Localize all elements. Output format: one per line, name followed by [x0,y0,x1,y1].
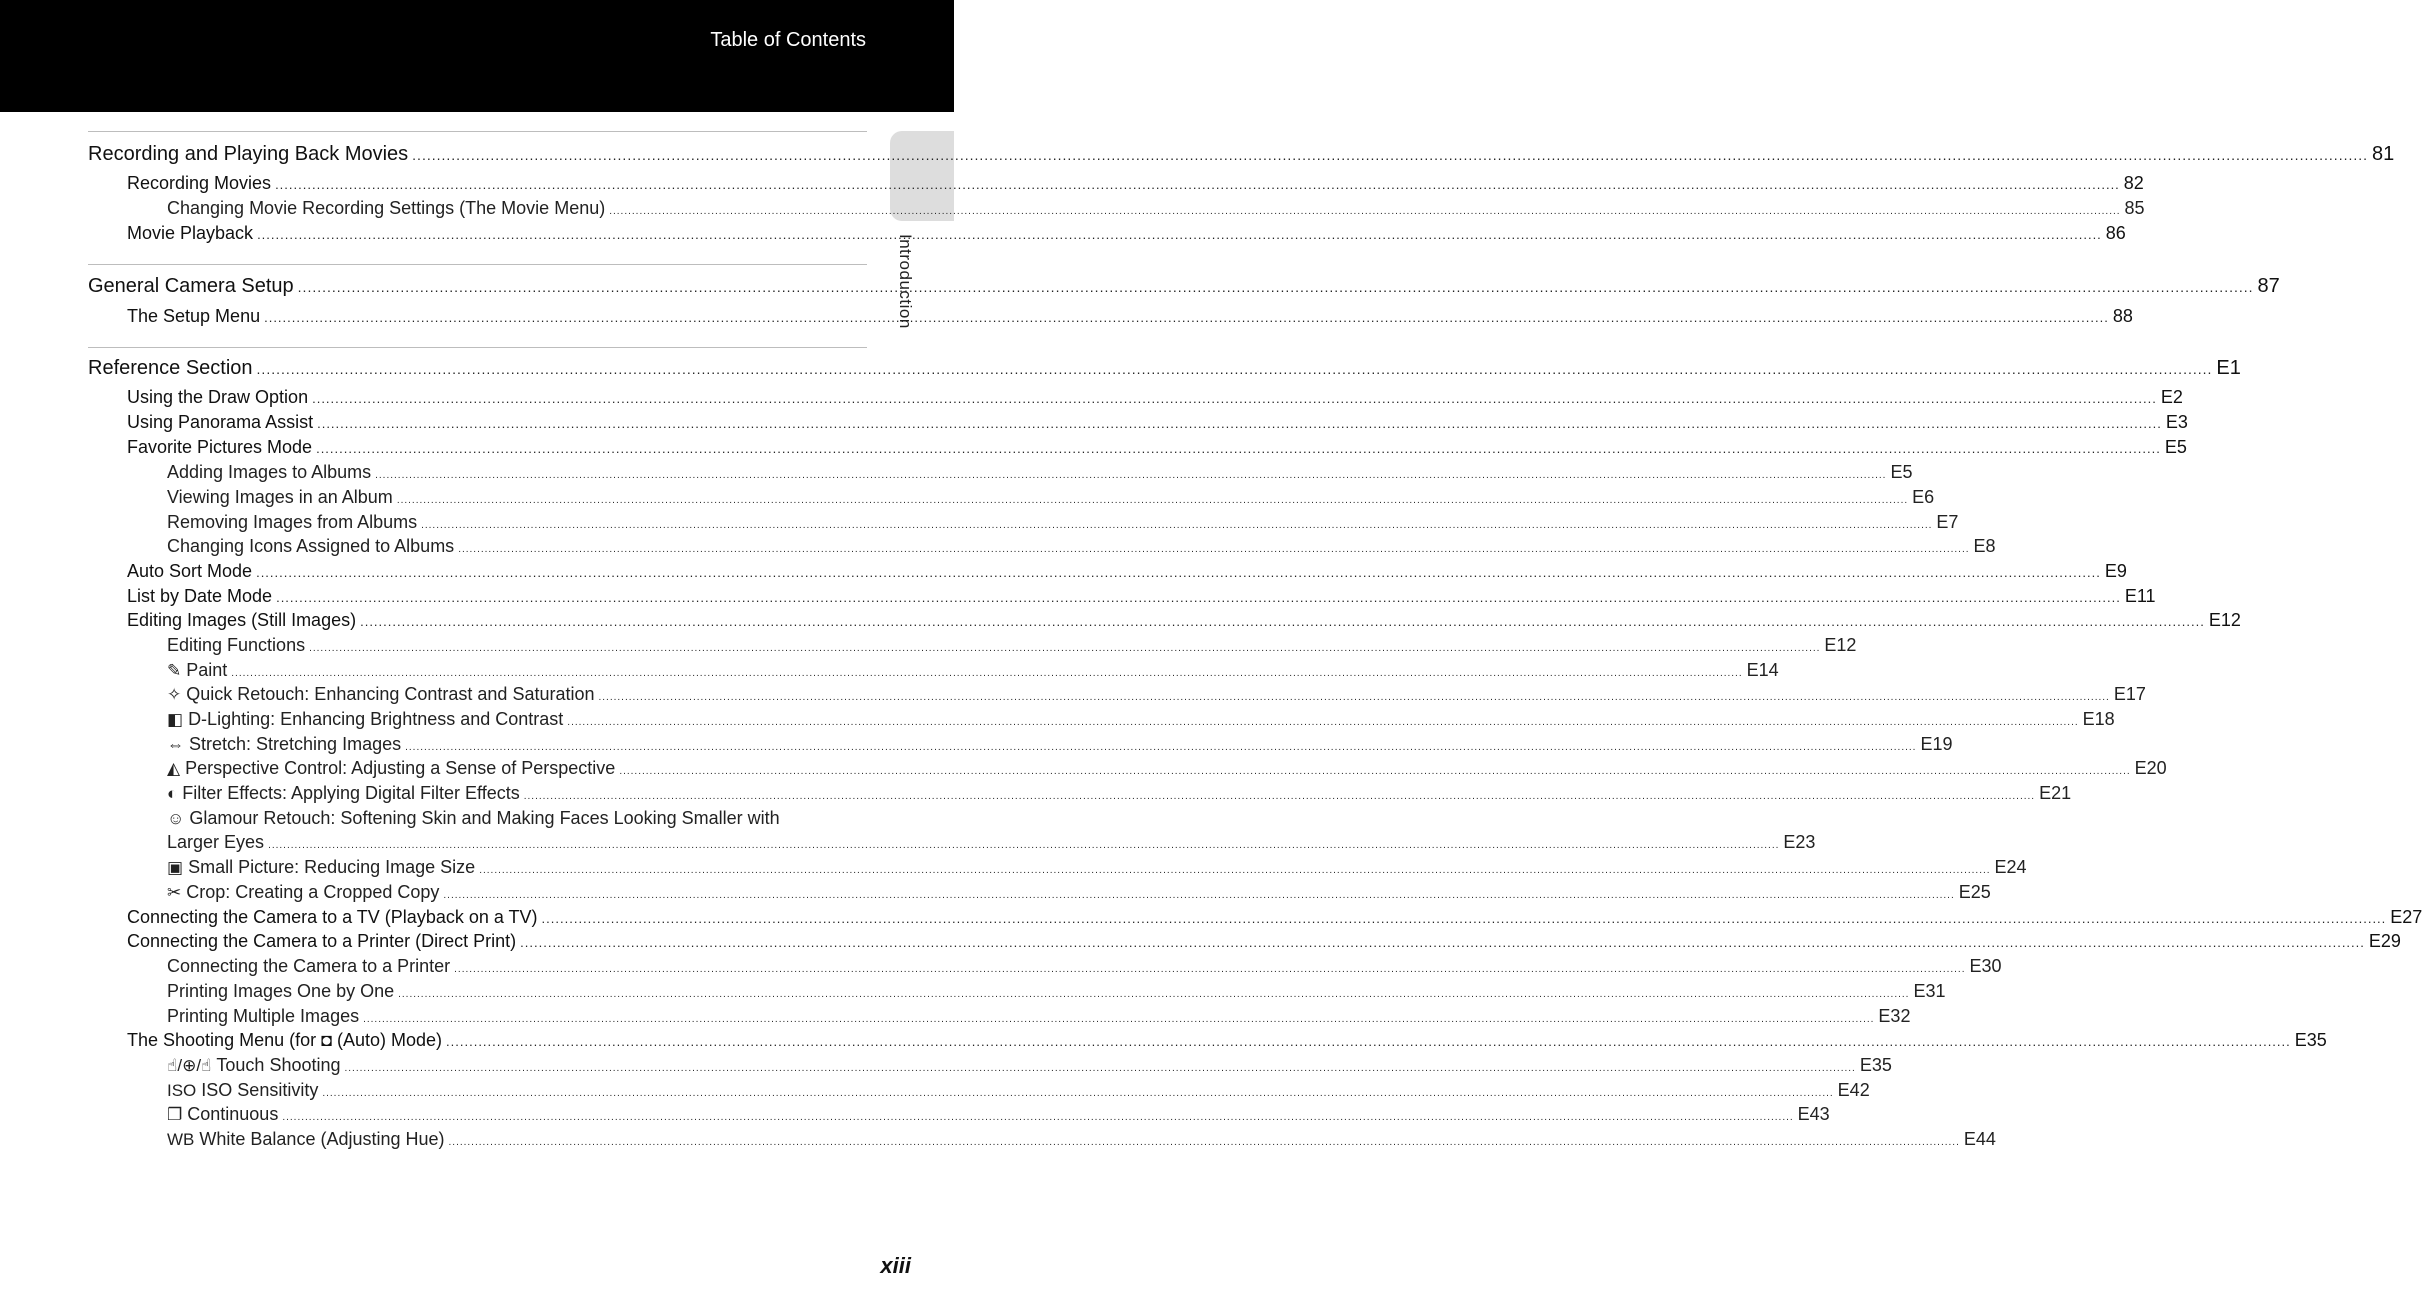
toc-entry[interactable] [167,684,2146,705]
toc-entry-title: Touch Shooting [216,1055,341,1075]
toc-entry-title: Small Picture: Reducing Image Size [188,857,476,877]
toc-entry[interactable] [167,709,2115,730]
continuous-icon: ❐ [167,1105,183,1124]
divider [88,264,867,265]
toc-entry[interactable] [167,783,2072,804]
toc-entry-page: E32 [1878,1006,1911,1026]
dot-leader: ................................................................................................................................................................................................................................................................................................................................................................................................................ [421,520,1933,531]
dot-leader: ................................................................................................................................................................................................................................................................................................................................................................................................................ [396,495,1909,506]
toc-entry[interactable] [167,956,2002,977]
toc-entry[interactable] [167,536,1996,557]
dot-leader: ................................................................................................................................................................................................................................................................................................................................................................................................................ [256,565,2101,580]
page-header-title: Table of Contents [710,29,866,51]
dot-leader: ................................................................................................................................................................................................................................................................................................................................................................................................................ [598,692,2110,703]
toc-entry-page: E9 [2104,561,2127,581]
toc-entry[interactable] [127,610,2241,631]
toc-entry[interactable] [167,635,1857,656]
toc-entry-page: E5 [1890,462,1913,482]
dot-leader: ................................................................................................................................................................................................................................................................................................................................................................................................................ [275,177,2120,192]
dot-leader: ................................................................................................................................................................................................................................................................................................................................................................................................................ [405,742,1917,753]
dot-leader: ................................................................................................................................................................................................................................................................................................................................................................................................................ [479,865,1991,876]
toc-entry[interactable] [127,412,2188,433]
toc-entry[interactable] [167,1055,1892,1076]
dot-leader: ................................................................................................................................................................................................................................................................................................................................................................................................................ [344,1063,1856,1074]
toc-entry-page: 86 [2105,223,2126,243]
toc-entry-page: E12 [1824,635,1857,655]
toc-entry[interactable] [88,357,2241,380]
toc-entry-title: The Shooting Menu (for ◘ (Auto) Mode) [127,1030,443,1050]
toc-entry-page: E1 [2216,357,2241,379]
toc-entry-page: E2 [2160,387,2183,407]
dot-leader: ................................................................................................................................................................................................................................................................................................................................................................................................................ [231,668,1743,679]
toc-entry[interactable] [167,734,1953,755]
toc-entry-title: Stretch: Stretching Images [189,734,402,754]
toc-entry-title: Filter Effects: Applying Digital Filter Effects [182,783,520,803]
toc-entry-title: Recording and Playing Back Movies [88,143,409,165]
toc-entry-title: Adding Images to Albums [167,462,372,482]
iso-icon: ISO [167,1081,197,1100]
d-lighting-icon: ◧ [167,710,184,729]
toc-entry-page: E14 [1746,660,1779,680]
dot-leader: ................................................................................................................................................................................................................................................................................................................................................................................................................ [443,890,1955,901]
toc-entry-title: Removing Images from Albums [167,512,418,532]
dot-leader: ................................................................................................................................................................................................................................................................................................................................................................................................................ [322,1088,1834,1099]
dot-leader: ................................................................................................................................................................................................................................................................................................................................................................................................................ [264,310,2109,325]
toc-entry-title: Glamour Retouch: Softening Skin and Making Faces Looking Smaller with [189,808,780,828]
divider [88,131,867,132]
toc-entry-title: Using Panorama Assist [127,412,314,432]
toc-entry-title: Favorite Pictures Mode [127,437,313,457]
toc-entry-page: 87 [2257,275,2280,297]
dot-leader: ................................................................................................................................................................................................................................................................................................................................................................................................................ [268,840,1780,851]
dot-leader: ................................................................................................................................................................................................................................................................................................................................................................................................................ [256,361,2213,377]
toc-entry[interactable] [127,931,2401,952]
dot-leader: ................................................................................................................................................................................................................................................................................................................................................................................................................ [317,416,2162,431]
toc-entry[interactable] [127,306,2133,327]
small-picture-icon: ▣ [167,858,184,877]
toc-entry-page: E20 [2134,758,2167,778]
page-number: xiii [880,1253,911,1278]
toc-entry[interactable] [167,1080,1870,1101]
toc-entry-title: Auto Sort Mode [127,561,253,581]
toc-entry-page: E17 [2113,684,2146,704]
toc-entry-title: D-Lighting: Enhancing Brightness and Contrast [188,709,564,729]
dot-leader: ................................................................................................................................................................................................................................................................................................................................................................................................................ [398,989,1910,1000]
toc-entry-page: E11 [2124,586,2156,606]
toc-entry[interactable] [88,275,2280,298]
toc-entry-title: Reference Section [88,357,253,379]
toc-entry-page: E27 [2390,907,2422,927]
toc-entry-title: List by Date Mode [127,586,273,606]
toc-entry-title: Perspective Control: Adjusting a Sense of Perspective [185,758,616,778]
toc-entry-page: E8 [1973,536,1996,556]
toc-entry[interactable] [167,832,1816,853]
toc-entry-title: Quick Retouch: Enhancing Contrast and Saturation [186,684,595,704]
toc-entry[interactable] [167,487,1935,508]
filter-effects-icon: ◐ [167,784,178,803]
toc-entry[interactable] [167,857,2027,878]
paint-icon: ✎ [167,661,182,680]
glamour-retouch-icon: ☺ [167,809,185,828]
touch-shooting-icon: ☝/⊕/☝ [167,1056,212,1075]
toc-entry-page: E42 [1837,1080,1870,1100]
toc-entry[interactable] [127,387,2183,408]
toc-entry-title: ISO Sensitivity [201,1080,319,1100]
toc-entry-page: E19 [1920,734,1953,754]
toc-entry[interactable] [127,586,2156,607]
toc-entry-page: E7 [1936,512,1959,532]
toc-entry-title: Recording Movies [127,173,272,193]
toc-entry[interactable] [167,462,1913,483]
dot-leader: ................................................................................................................................................................................................................................................................................................................................................................................................................ [520,935,2365,950]
dot-leader: ................................................................................................................................................................................................................................................................................................................................................................................................................ [257,227,2102,242]
toc-entry[interactable] [167,808,866,829]
toc-entry-title: General Camera Setup [88,275,294,297]
toc-entry-title: Connecting the Camera to a Printer (Direct Print) [127,931,517,951]
toc-entry-page: E5 [2164,437,2187,457]
toc-entry[interactable] [167,198,2145,219]
toc-entry[interactable] [167,1006,1911,1027]
dot-leader: ................................................................................................................................................................................................................................................................................................................................................................................................................ [458,544,1970,555]
crop-icon: ✂ [167,883,182,902]
toc-entry-page: E18 [2082,709,2115,729]
perspective-control-icon: ◭ [167,759,181,778]
quick-retouch-icon: ✧ [167,685,182,704]
dot-leader: ................................................................................................................................................................................................................................................................................................................................................................................................................ [619,766,2131,777]
toc-entry-title: Movie Playback [127,223,254,243]
dot-leader: ................................................................................................................................................................................................................................................................................................................................................................................................................ [312,391,2157,406]
toc-entry[interactable] [167,758,2167,779]
toc-entry-page: 85 [2124,198,2145,218]
toc-entry-title: Connecting the Camera to a TV (Playback on a TV) [127,907,538,927]
dot-leader: ................................................................................................................................................................................................................................................................................................................................................................................................................ [448,1137,1960,1148]
dot-leader: ................................................................................................................................................................................................................................................................................................................................................................................................................ [316,441,2161,456]
toc-entry[interactable] [167,1129,1996,1150]
toc-entry[interactable] [127,173,2144,194]
dot-leader: ................................................................................................................................................................................................................................................................................................................................................................................................................ [412,147,2369,163]
toc-entry-page: E29 [2368,931,2401,951]
dot-leader: ................................................................................................................................................................................................................................................................................................................................................................................................................ [446,1034,2291,1049]
toc-entry-page: E35 [2294,1030,2327,1050]
dot-leader: ................................................................................................................................................................................................................................................................................................................................................................................................................ [523,791,2036,802]
divider [88,347,867,348]
toc-entry-title: Connecting the Camera to a Printer [167,956,451,976]
dot-leader: ................................................................................................................................................................................................................................................................................................................................................................................................................ [363,1014,1875,1025]
toc-entry[interactable] [167,1104,1830,1125]
dot-leader: ................................................................................................................................................................................................................................................................................................................................................................................................................ [276,590,2121,605]
toc-entry-title: Printing Multiple Images [167,1006,360,1026]
toc-entry-page: E30 [1969,956,2002,976]
toc-entry[interactable] [88,143,2395,166]
toc-entry[interactable] [167,660,1779,681]
toc-entry-page: E23 [1783,832,1816,852]
white-balance-icon: WB [167,1130,195,1149]
toc-entry[interactable] [167,512,1959,533]
toc-entry-page: E31 [1913,981,1946,1001]
toc-entry-title: Changing Movie Recording Settings (The Movie Menu) [167,198,606,218]
toc-entry-page: E35 [1859,1055,1892,1075]
toc-entry-page: E24 [1994,857,2027,877]
toc-entry[interactable] [127,223,2126,244]
toc-entry[interactable] [167,882,1991,903]
toc-entry[interactable] [127,907,2422,928]
dot-leader: ................................................................................................................................................................................................................................................................................................................................................................................................................ [375,470,1887,481]
toc-entry-title: Continuous [187,1104,279,1124]
toc-entry[interactable] [127,561,2127,582]
section-tab-label: Introduction [896,234,915,329]
stretch-icon: ⇔ [167,735,184,754]
dot-leader: ................................................................................................................................................................................................................................................................................................................................................................................................................ [609,206,2121,217]
toc-entry-title: Larger Eyes [167,832,265,852]
toc-entry-title: Paint [186,660,228,680]
toc-entry-page: E3 [2165,412,2188,432]
toc-entry-title: Printing Images One by One [167,981,395,1001]
toc-entry-page: 82 [2123,173,2144,193]
dot-leader: ................................................................................................................................................................................................................................................................................................................................................................................................................ [297,279,2254,295]
toc-entry-page: E12 [2208,610,2241,630]
toc-entry-page: E6 [1912,487,1935,507]
dot-leader: ................................................................................................................................................................................................................................................................................................................................................................................................................ [567,717,2079,728]
toc-entry-page: E25 [1958,882,1991,902]
dot-leader: ................................................................................................................................................................................................................................................................................................................................................................................................................ [282,1112,1794,1123]
toc-entry-page: E21 [2039,783,2072,803]
toc-entry-title: Editing Images (Still Images) [127,610,357,630]
toc-entry-page: 81 [2372,143,2395,165]
toc-entry-page: E44 [1963,1129,1996,1149]
dot-leader: ................................................................................................................................................................................................................................................................................................................................................................................................................ [360,614,2205,629]
toc-entry-title: Changing Icons Assigned to Albums [167,536,455,556]
toc-entry-title: Crop: Creating a Cropped Copy [186,882,440,902]
dot-leader: ................................................................................................................................................................................................................................................................................................................................................................................................................ [309,643,1821,654]
toc-entry-page: E43 [1797,1104,1830,1124]
toc-entry-title: The Setup Menu [127,306,261,326]
toc-entry[interactable] [127,1030,2327,1051]
toc-entry-page: 88 [2112,306,2133,326]
toc-entry-title: Viewing Images in an Album [167,487,393,507]
dot-leader: ................................................................................................................................................................................................................................................................................................................................................................................................................ [454,964,1966,975]
toc-entry[interactable] [127,437,2187,458]
toc-entry-title: Using the Draw Option [127,387,309,407]
toc-entry-title: White Balance (Adjusting Hue) [199,1129,445,1149]
toc-entry-title: Editing Functions [167,635,306,655]
dot-leader: ................................................................................................................................................................................................................................................................................................................................................................................................................ [541,911,2387,926]
toc-entry[interactable] [167,981,1946,1002]
